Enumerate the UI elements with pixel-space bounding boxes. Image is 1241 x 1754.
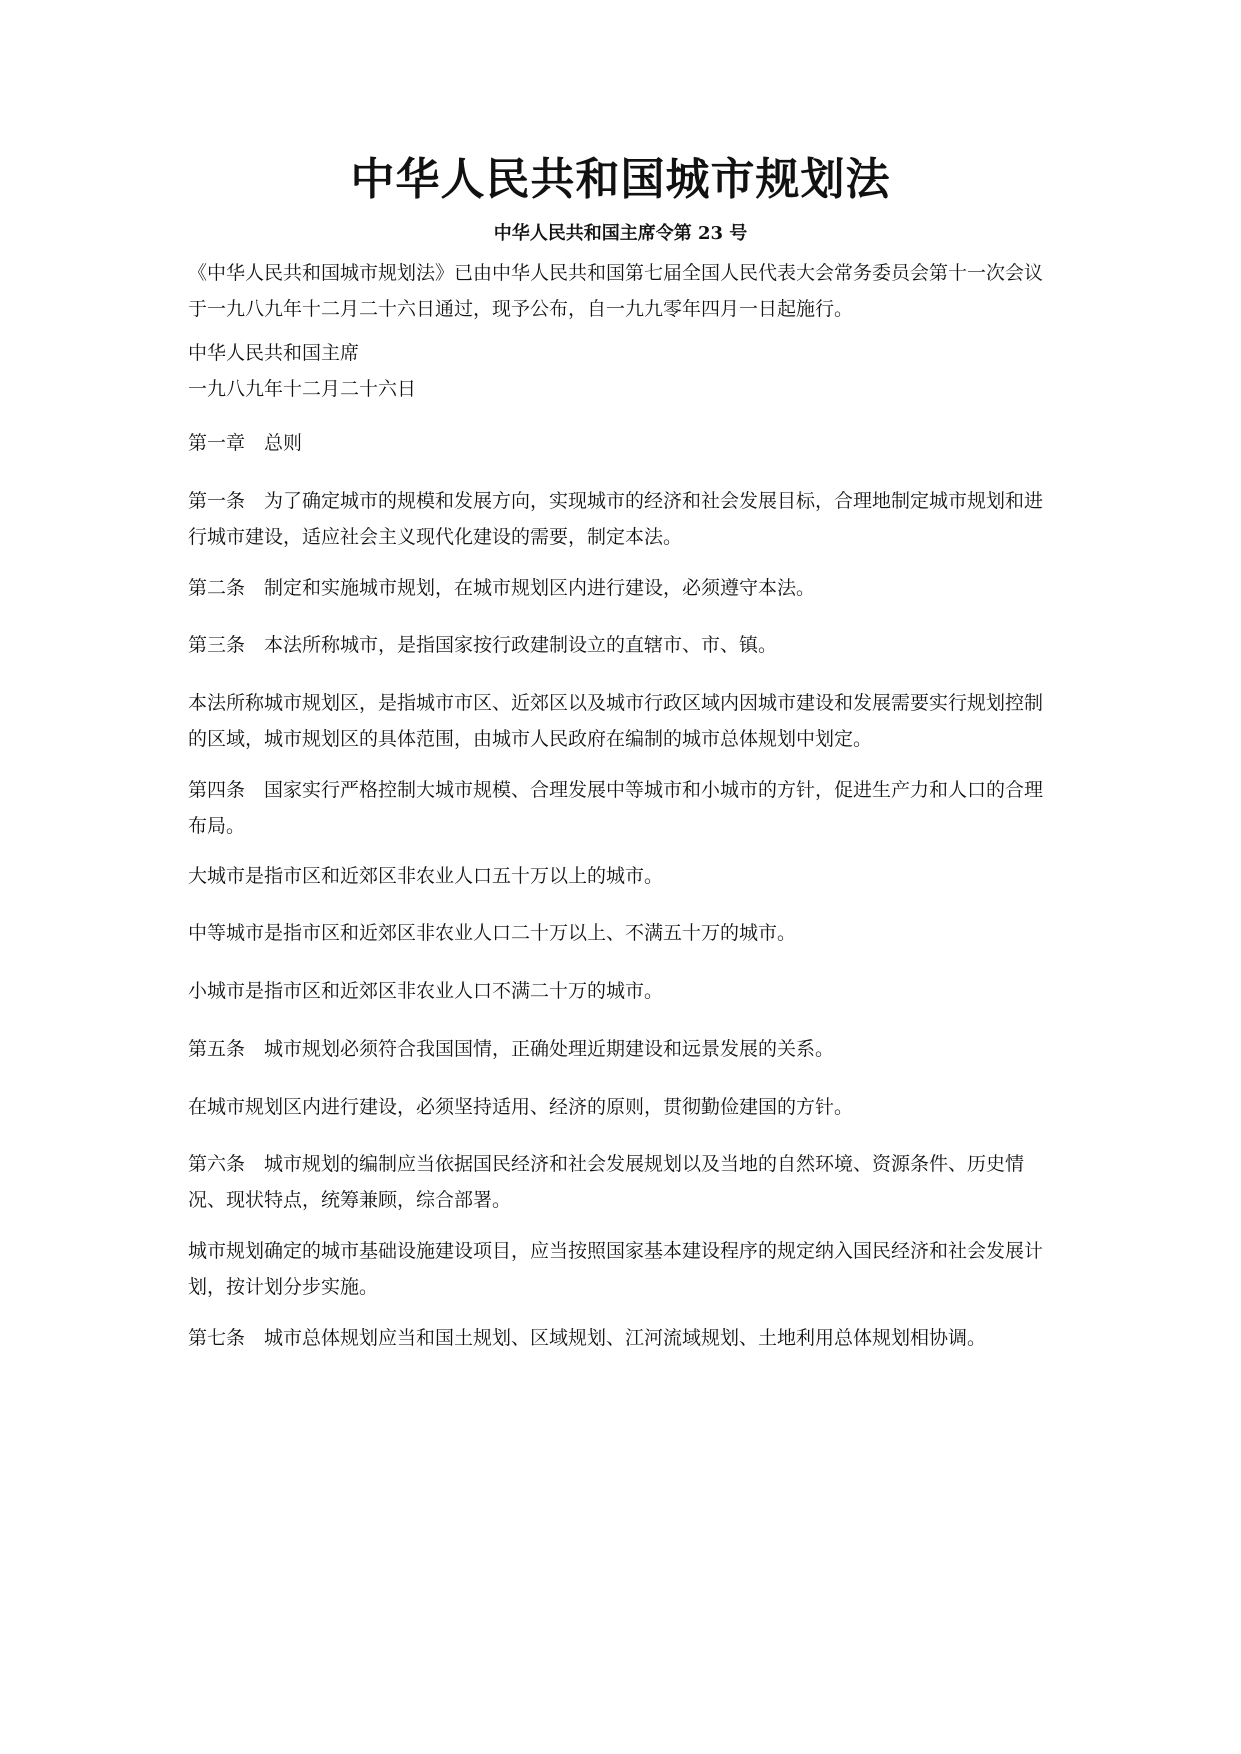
decree-number: 中华人民共和国主席令第 23 号 bbox=[493, 223, 748, 244]
document-title: 中华人民共和国城市规划法 bbox=[350, 154, 891, 205]
promulgation-paragraph: 《中华人民共和国城市规划法》已由中华人民共和国第七届全国人民代表大会常务委员会第十一次会议于一九八九年十二月二十六日通过，现予公布，自一九九零年四月一日起施行。 bbox=[188, 262, 1044, 320]
article-5: 第五条 城市规划必须符合我国国情，正确处理近期建设和远景发展的关系。 bbox=[188, 1038, 835, 1060]
article-6: 第六条 城市规划的编制应当依据国民经济和社会发展规划以及当地的自然环境、资源条件、历史情况、现状特点，统筹兼顾，综合部署。 bbox=[188, 1153, 1025, 1211]
article-5-clause: 在城市规划区内进行建设，必须坚持适用、经济的原则，贯彻勤俭建国的方针。 bbox=[188, 1096, 854, 1118]
article-4: 第四条 国家实行严格控制大城市规模、合理发展中等城市和小城市的方针，促进生产力和人口的合理布局。 bbox=[188, 779, 1044, 837]
article-1: 第一条 为了确定城市的规模和发展方向，实现城市的经济和社会发展目标，合理地制定城市规划和进行城市建设，适应社会主义现代化建设的需要，制定本法。 bbox=[188, 490, 1044, 548]
article-7: 第七条 城市总体规划应当和国土规划、区域规划、江河流域规划、土地利用总体规划相协调。 bbox=[188, 1327, 987, 1349]
article-4-medium-city: 中等城市是指市区和近郊区非农业人口二十万以上、不满五十万的城市。 bbox=[188, 922, 797, 944]
signature-block: 中华人民共和国主席 一九八九年十二月二十六日 bbox=[188, 342, 417, 400]
article-4-large-city: 大城市是指市区和近郊区非农业人口五十万以上的城市。 bbox=[188, 865, 664, 887]
article-6-clause: 城市规划确定的城市基础设施建设项目，应当按照国家基本建设程序的规定纳入国民经济和社会发展计划，按计划分步实施。 bbox=[188, 1240, 1044, 1298]
article-3: 第三条 本法所称城市，是指国家按行政建制设立的直辖市、市、镇。 bbox=[188, 634, 778, 656]
chapter-heading: 第一章 总则 bbox=[188, 432, 303, 454]
article-3-clause: 本法所称城市规划区，是指城市市区、近郊区以及城市行政区域内因城市建设和发展需要实行规划控制的区域，城市规划区的具体范围，由城市人民政府在编制的城市总体规划中划定。 bbox=[188, 692, 1044, 750]
article-2: 第二条 制定和实施城市规划，在城市规划区内进行建设，必须遵守本法。 bbox=[188, 577, 816, 599]
article-4-small-city: 小城市是指市区和近郊区非农业人口不满二十万的城市。 bbox=[188, 980, 664, 1002]
